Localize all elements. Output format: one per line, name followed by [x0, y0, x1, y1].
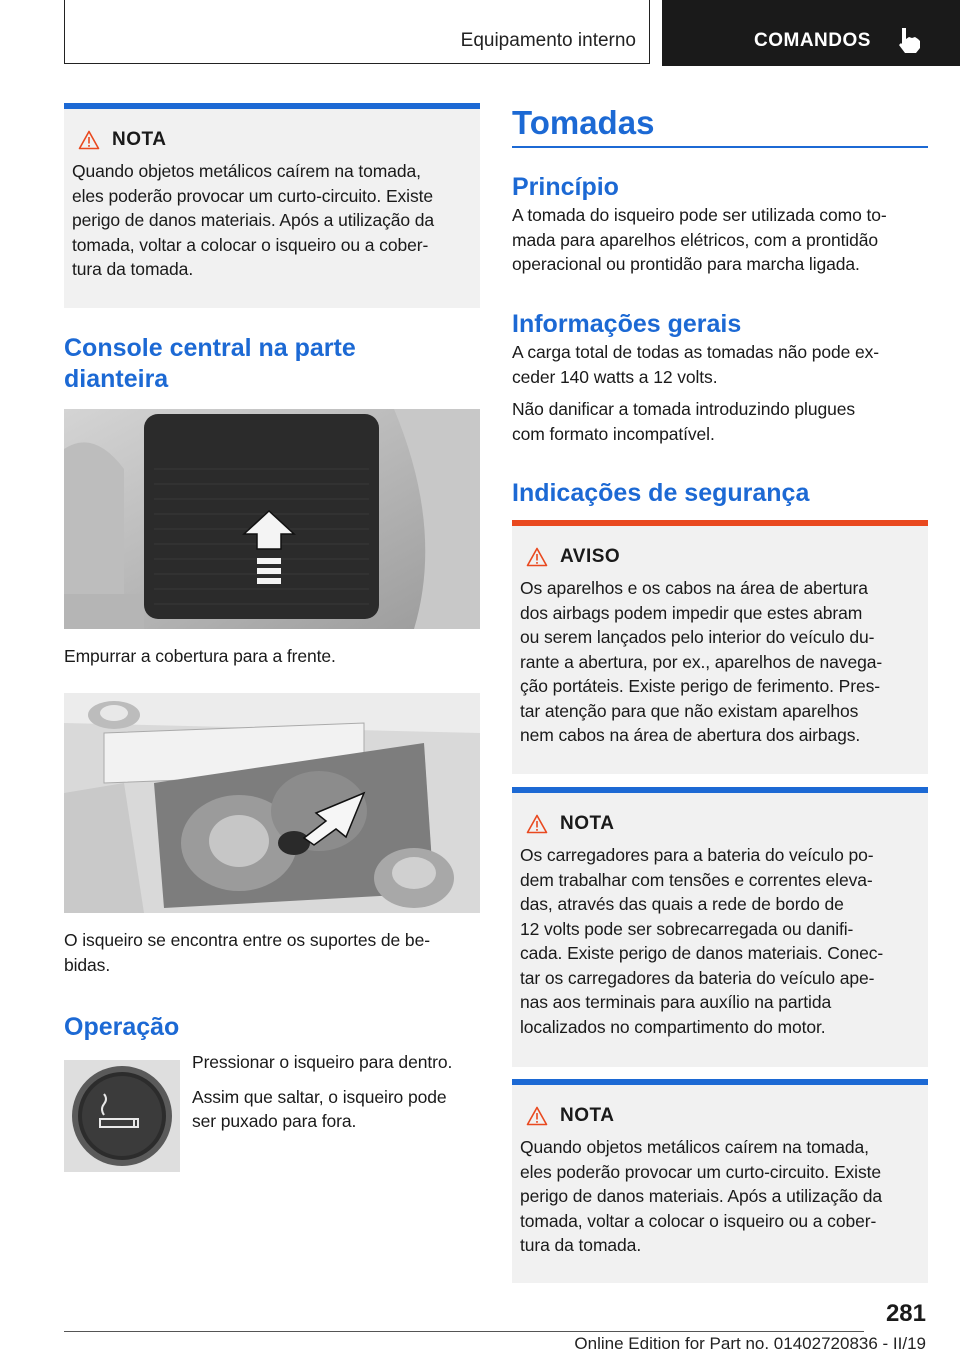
text-line: rante a abertura, por ex., aparelhos de navega-	[520, 651, 883, 672]
text-line: dem trabalhar com tensões e correntes eleva-	[520, 869, 873, 890]
text-line: bidas.	[64, 954, 111, 975]
note-box-1	[64, 103, 480, 308]
lighter-button-image	[64, 1060, 180, 1172]
note-box-3	[512, 1079, 928, 1283]
text-line: tar os carregadores da bateria do veículo ape-	[520, 967, 875, 988]
heading-text: Princípio	[512, 173, 619, 201]
caption-2	[64, 928, 480, 977]
text-line: A tomada do isqueiro pode ser utilizada como to-	[512, 205, 887, 225]
note-text	[520, 843, 920, 1039]
lighter-location-image	[64, 693, 480, 913]
text-line: Os carregadores para a bateria do veículo po-	[520, 845, 874, 865]
chapter-tab[interactable]	[662, 0, 960, 66]
section-principio	[512, 172, 932, 277]
text-line: das, através das quais a rede de bordo de	[520, 894, 844, 914]
text-line: tura da tomada.	[72, 259, 194, 279]
title-text: Tomadas	[512, 104, 655, 141]
text-line: nas aos terminais para auxílio na partida	[520, 992, 832, 1012]
page-number: 281	[885, 1300, 926, 1327]
heading-text: Operação	[64, 1013, 180, 1041]
operacao-text	[192, 1050, 482, 1134]
aviso-box	[512, 520, 928, 774]
text-line: mada para aparelhos elétricos, com a prontidão	[512, 229, 879, 250]
text-line: ser puxado para fora.	[192, 1111, 357, 1131]
heading-text: Informações gerais	[512, 310, 742, 338]
text-line: ceder 140 watts a 12 volts.	[512, 366, 718, 387]
text-line: eles poderão provocar um curto-circuito. Existe	[72, 185, 434, 206]
text-line: com formato incompatível.	[512, 423, 715, 444]
text-line: tomada, voltar a colocar o isqueiro ou a cober-	[72, 234, 429, 255]
heading-seguranca	[512, 478, 809, 509]
text-line: Quando objetos metálicos caírem na tomada,	[72, 161, 421, 181]
footer-rule	[64, 1331, 864, 1332]
heading-line: dianteira	[64, 365, 169, 393]
heading-text: Indicações de segurança	[512, 479, 810, 507]
aviso-text	[520, 576, 920, 748]
note-header	[78, 129, 472, 151]
note-header	[526, 813, 920, 835]
title-rule	[512, 146, 928, 148]
text-line: tura da tomada.	[520, 1235, 642, 1255]
text-line: perigo de danos materiais. Após a utilização da	[520, 1186, 883, 1206]
section-info-gerais	[512, 309, 932, 446]
heading-operacao	[64, 1012, 179, 1043]
chapter-tab-label: COMANDOS	[754, 30, 871, 51]
note-text	[520, 1135, 920, 1258]
aviso-header	[526, 546, 920, 568]
warning-triangle-icon	[526, 1106, 548, 1126]
text-line: tar atenção para que não existam aparelhos	[520, 700, 859, 721]
note-box-2	[512, 787, 928, 1067]
note-header	[526, 1105, 920, 1127]
warning-triangle-icon	[78, 130, 100, 150]
text-line: dos airbags podem impedir que estes abram	[520, 602, 863, 623]
title-tomadas	[512, 104, 928, 142]
text-line: cada. Existe perigo de danos materiais. Conec-	[520, 943, 884, 963]
edition-text: Online Edition for Part no. 01402720836 - II/19	[574, 1334, 926, 1353]
text-line: localizados no compartimento do motor.	[520, 1016, 826, 1037]
note-label: NOTA	[560, 813, 615, 834]
text-line: nem cabos na área de abertura dos airbags.	[520, 725, 861, 745]
note-label: NOTA	[560, 1105, 615, 1126]
warning-triangle-icon	[526, 814, 548, 834]
text-line: operacional ou prontidão para marcha ligada.	[512, 254, 860, 274]
text-line: Não danificar a tomada introduzindo plugues	[512, 399, 856, 419]
console-cover-image	[64, 409, 480, 629]
text-line: ou serem lançados pelo interior do veículo du-	[520, 627, 875, 647]
text-line: A carga total de todas as tomadas não pode ex-	[512, 342, 880, 362]
text-line: perigo de danos materiais. Após a utilização da	[72, 210, 435, 230]
text-line: Quando objetos metálicos caírem na tomada,	[520, 1137, 869, 1157]
note-label: NOTA	[112, 129, 167, 150]
note-text	[72, 159, 472, 282]
text-line: O isqueiro se encontra entre os suportes de be-	[64, 930, 430, 950]
caption-1: Empurrar a cobertura para a frente.	[64, 646, 336, 666]
warning-triangle-icon	[526, 547, 548, 567]
text-line: eles poderão provocar um curto-circuito. Existe	[520, 1161, 882, 1182]
heading-console-central	[64, 333, 480, 395]
text-line: tomada, voltar a colocar o isqueiro ou a cober-	[520, 1210, 877, 1231]
text-line: 12 volts pode ser sobrecarregada ou danifi-	[520, 918, 854, 939]
aviso-label: AVISO	[560, 546, 621, 567]
heading-line: Console central na parte	[64, 334, 356, 362]
text-line: Pressionar o isqueiro para dentro.	[192, 1052, 453, 1072]
text-line: Os aparelhos e os cabos na área de abertura	[520, 578, 868, 598]
section-title: Equipamento interno	[460, 30, 636, 51]
text-line: ção portáteis. Existe perigo de ferimento. Pres-	[520, 676, 880, 696]
text-line: Assim que saltar, o isqueiro pode	[192, 1086, 447, 1107]
pointing-hand-icon	[896, 26, 922, 54]
